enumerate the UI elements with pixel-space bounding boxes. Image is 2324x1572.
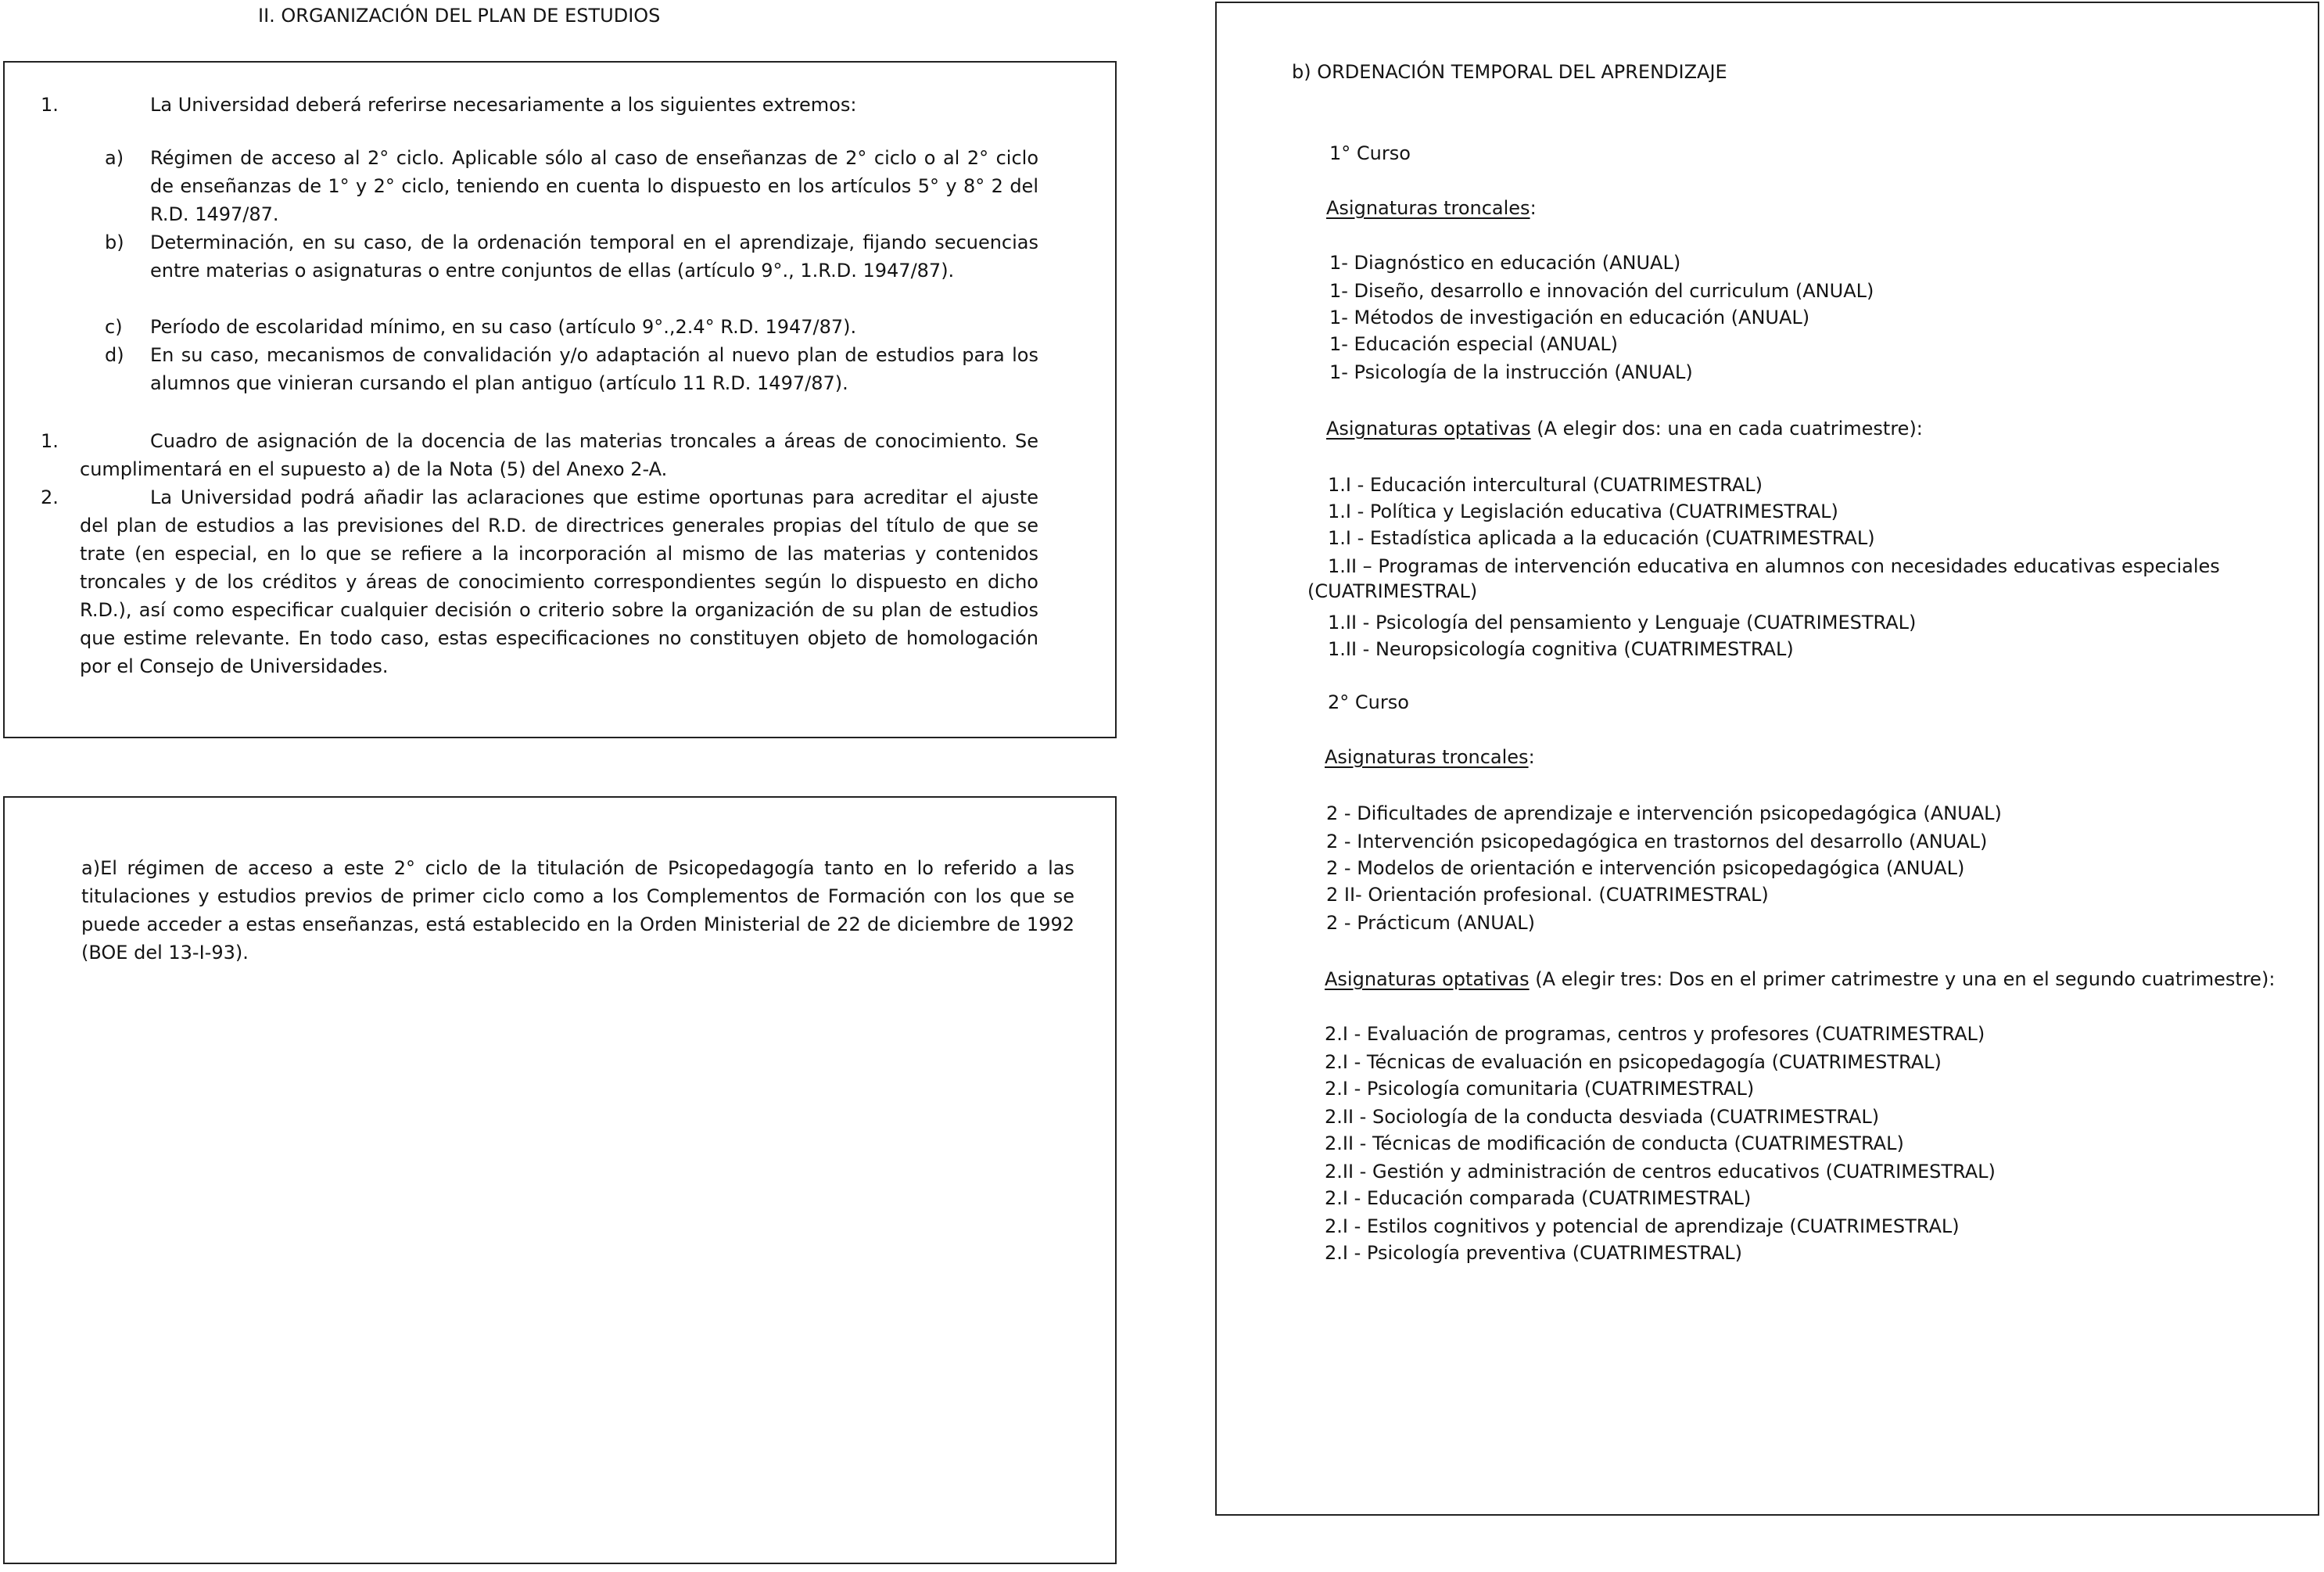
course-2-elective-subject: 2.II - Gestión y administración de centros educativos (CUATRIMESTRAL) (1325, 1161, 1996, 1183)
course-2-elective-subject: 2.I - Psicología comunitaria (CUATRIMESTRAL) (1325, 1078, 1755, 1100)
course-2-elective-subject: 2.I - Evaluación de programas, centros y profesores (CUATRIMESTRAL) (1325, 1023, 1985, 1045)
course-2-title: 2° Curso (1328, 691, 1409, 713)
access-regime-text: a)El régimen de acceso a este 2° ciclo de la titulación de Psicopedagogía tanto en lo referido a las titulaciones y estudios previos de primer ciclo como a los Complementos de Formación con los que se puede acceder a estas enseñanzas, está establecido en la Orden Ministerial de 22 de diciembre de 1992 (BOE del 13-I-93). (81, 857, 1074, 964)
course-2-elective-subject: 2.II - Técnicas de modificación de conducta (CUATRIMESTRAL) (1325, 1132, 1904, 1154)
course-2-core-label: Asignaturas troncales (1325, 746, 1529, 768)
course-1-elective-subject: 1.I - Estadística aplicada a la educación (CUATRIMESTRAL) (1328, 527, 1875, 549)
course-1-core-heading (1326, 194, 1537, 222)
item-text-c: Período de escolaridad mínimo, en su caso (artículo 9°.,2.4° R.D. 1947/87). (150, 316, 857, 338)
page-title: II. ORGANIZACIÓN DEL PLAN DE ESTUDIOS (258, 5, 661, 27)
course-1-core-subject: 1- Educación especial (ANUAL) (1329, 333, 1619, 355)
course-1-core-subject: 1- Métodos de investigación en educación (ANUAL) (1329, 307, 1810, 328)
course-1-elective-subject: 1.I - Política y Legislación educativa (CUATRIMESTRAL) (1328, 501, 1838, 522)
intro-number: 1. (41, 94, 59, 116)
course-1-core-colon: : (1530, 197, 1537, 219)
course-2-elective-subject: 2.I - Técnicas de evaluación en psicopedagogía (CUATRIMESTRAL) (1325, 1051, 1942, 1073)
item-letter-d: d) (105, 344, 124, 366)
intro-text: La Universidad deberá referirse necesariamente a los siguientes extremos: (150, 94, 857, 116)
course-1-elective-note: (A elegir dos: una en cada cuatrimestre): (1530, 418, 1923, 440)
course-2-elective-label: Asignaturas optativas (1325, 968, 1530, 990)
course-2-core-subject: 2 - Modelos de orientación e intervención psicopedagógica (ANUAL) (1326, 857, 1965, 879)
course-2-elective-subject: 2.I - Estilos cognitivos y potencial de aprendizaje (CUATRIMESTRAL) (1325, 1215, 1960, 1237)
paragraph-1-text: Cuadro de asignación de la docencia de las materias troncales a áreas de conocimiento. Se cumplimentará en el supuesto a) de la Nota (5) del Anexo 2-A. (80, 430, 1038, 480)
course-1-core-subject: 1- Diagnóstico en educación (ANUAL) (1329, 252, 1681, 274)
course-1-elective-heading (1326, 415, 1923, 443)
course-2-elective-subject: 2.II - Sociología de la conducta desviada (CUATRIMESTRAL) (1325, 1106, 1880, 1128)
course-1-elective-subject: 1.I - Educación intercultural (CUATRIMESTRAL) (1328, 474, 1763, 496)
item-letter-b: b) (105, 231, 124, 253)
course-1-title: 1° Curso (1329, 142, 1411, 164)
course-2-elective-note: (A elegir tres: Dos en el primer catrimestre y una en el segundo cuatrimestre): (1529, 968, 2276, 990)
course-1-elective-subject: 1.II - Psicología del pensamiento y Lenguaje (CUATRIMESTRAL) (1328, 612, 1917, 633)
course-2-elective-heading (1325, 965, 2275, 993)
course-2-core-colon: : (1528, 746, 1535, 768)
course-1-elective-subject: 1.II – Programas de intervención educativa en alumnos con necesidades educativas especiales (1328, 555, 2220, 577)
course-1-core-subject: 1- Psicología de la instrucción (ANUAL) (1329, 361, 1693, 383)
course-2-core-subject: 2 - Intervención psicopedagógica en trastornos del desarrollo (ANUAL) (1326, 831, 1988, 852)
course-2-core-heading (1325, 743, 1535, 771)
item-letter-a: a) (105, 147, 124, 169)
course-1-elective-label: Asignaturas optativas (1326, 418, 1531, 440)
course-2-core-subject: 2 II- Orientación profesional. (CUATRIMESTRAL) (1326, 884, 1769, 906)
course-2-elective-subject: 2.I - Psicología preventiva (CUATRIMESTRAL) (1325, 1242, 1742, 1264)
temporal-order-heading: b) ORDENACIÓN TEMPORAL DEL APRENDIZAJE (1292, 61, 1727, 83)
item-text-b: Determinación, en su caso, de la ordenación temporal en el aprendizaje, fijando secuencias entre materias o asignaturas o entre conjuntos de ellas (artículo 9°., 1.R.D. 1947/87). (150, 231, 1038, 282)
paragraph-2-text: La Universidad podrá añadir las aclaraciones que estime oportunas para acreditar el ajuste del plan de estudios a las previsiones del R.D. de directrices generales propias del título de que se trate (en especial, en lo que se refiere a la incorporación al mismo de las materias y contenidos troncales y de los créditos y áreas de conocimiento correspondientes según lo dispuesto en dicho R.D.), así como especificar cualquier decisión o criterio sobre la organización de su plan de estudios que estime relevante. En todo caso, estas especificaciones no constituyen objeto de homologación por el Consejo de Universidades. (80, 486, 1038, 677)
paragraph-1-number: 1. (41, 430, 59, 452)
course-2-elective-subject: 2.I - Educación comparada (CUATRIMESTRAL) (1325, 1187, 1752, 1209)
item-letter-c: c) (105, 316, 123, 338)
course-2-core-subject: 2 - Dificultades de aprendizaje e intervención psicopedagógica (ANUAL) (1326, 802, 2002, 824)
course-2-core-subject: 2 - Prácticum (ANUAL) (1326, 912, 1535, 934)
item-text-a: Régimen de acceso al 2° ciclo. Aplicable sólo al caso de enseñanzas de 2° ciclo o al 2° ciclo de enseñanzas de 1° y 2° ciclo, teniendo en cuenta lo dispuesto en los artículos 5° y 8° 2 del R.D. 1497/87. (150, 147, 1038, 225)
course-1-core-subject: 1- Diseño, desarrollo e innovación del curriculum (ANUAL) (1329, 280, 1874, 302)
course-1-elective-subject: 1.II - Neuropsicología cognitiva (CUATRIMESTRAL) (1328, 638, 1794, 660)
course-1-elective-subject-continuation: (CUATRIMESTRAL) (1307, 580, 1478, 602)
paragraph-2-number: 2. (41, 486, 59, 508)
item-text-d: En su caso, mecanismos de convalidación y/o adaptación al nuevo plan de estudios para los alumnos que vinieran cursando el plan antiguo (artículo 11 R.D. 1497/87). (150, 344, 1038, 394)
course-1-core-label: Asignaturas troncales (1326, 197, 1530, 219)
